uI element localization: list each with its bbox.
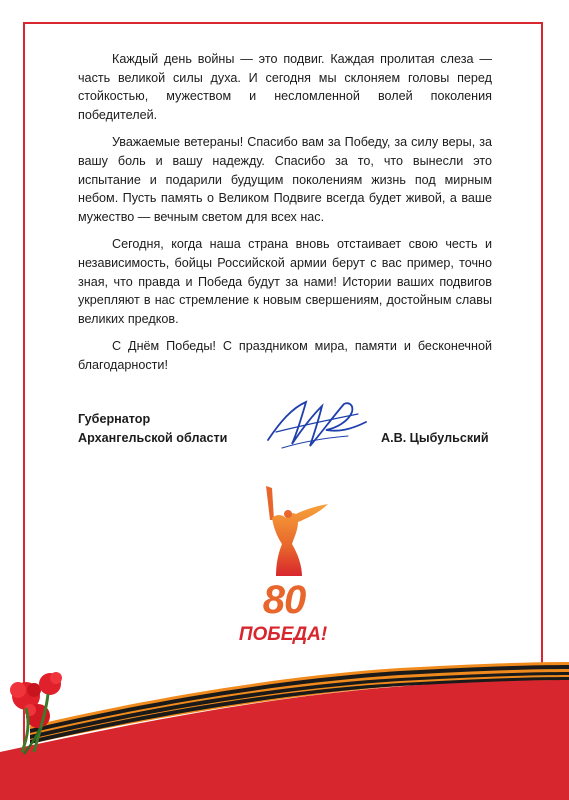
letter-body — [78, 50, 492, 384]
paragraph-1: Каждый день войны — это подвиг. Каждая пролитая слеза — часть великой силы духа. И сегодня мы склоняем головы перед стойкостью, мужеством и несломленной волей поколения победителей. — [78, 52, 492, 122]
signer-position-line1: Губернатор — [78, 412, 151, 426]
paragraph-2: Уважаемые ветераны! Спасибо вам за Победу, за силу веры, за вашу боль и вашу надежду. Спасибо за то, что вынесли это испытание и подарили будущим поколениям жизнь под мирным небом. Пусть память о Великом Подвиге всегда будет живой, а ваше мужество — вечным светом для всех нас. — [78, 135, 492, 224]
signer-position — [78, 410, 227, 447]
paragraph-4: С Днём Победы! С праздником мира, памяти и бесконечной благодарности! — [78, 339, 492, 372]
anniversary-number: 80 — [262, 578, 306, 622]
signer-name: А.В. Цыбульский — [381, 431, 489, 445]
paragraph-3: Сегодня, когда наша страна вновь отстаивает свою честь и независимость, бойцы Российской армии берут с вас пример, точно зная, что правда и Победа будут за нами! Истории ваших подвигов укрепляют в нас стремление к новым свершениям, достойным славы великих предков. — [78, 237, 492, 326]
signer-position-line2: Архангельской области — [78, 430, 228, 445]
handwritten-signature — [262, 392, 372, 454]
victory-word: ПОБЕДА! — [238, 624, 328, 645]
st-george-ribbon-banner — [0, 640, 569, 800]
